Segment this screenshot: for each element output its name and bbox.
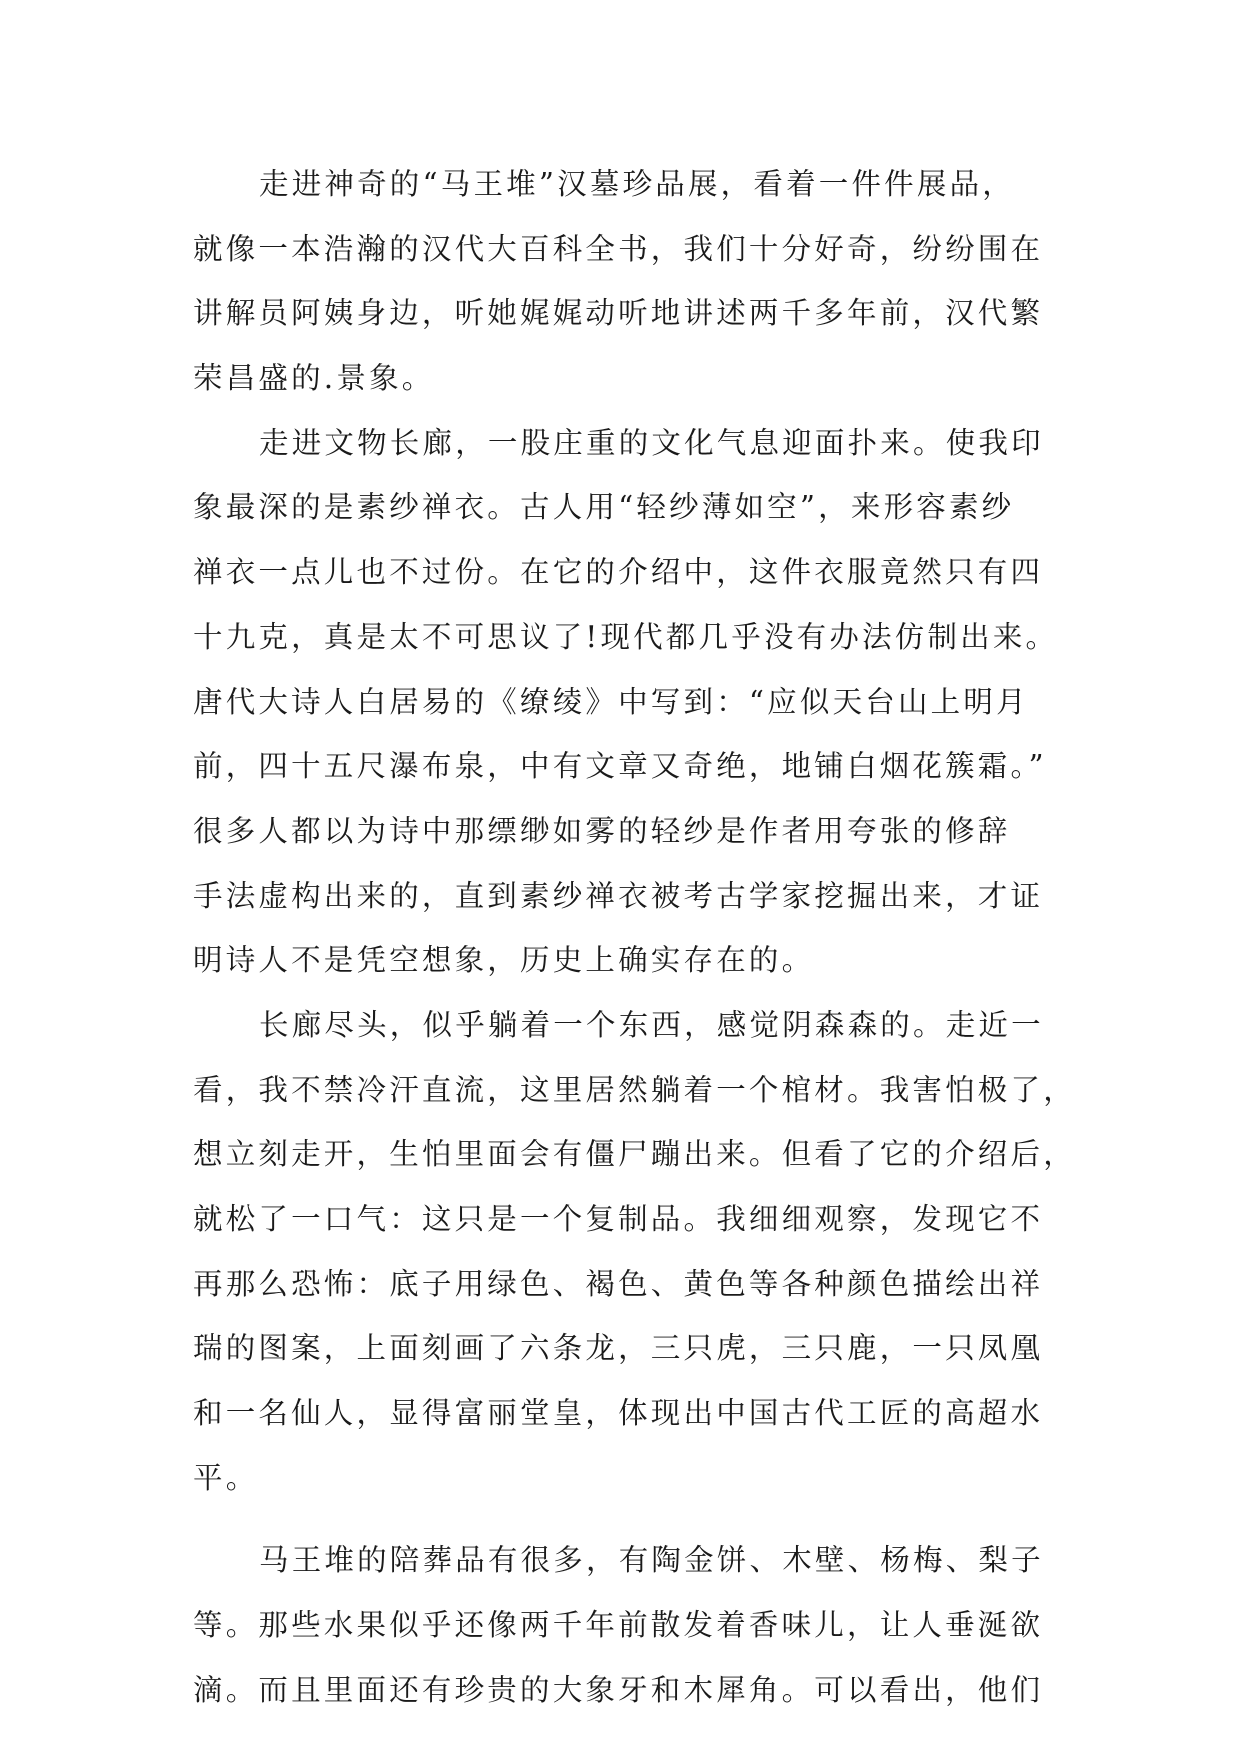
text-line: 和一名仙人，显得富丽堂皇，体现出中国古代工匠的高超水: [193, 1396, 1044, 1431]
paragraph-1: [193, 152, 1063, 411]
text-line: 等。那些水果似乎还像两千年前散发着香味儿，让人垂涎欲: [193, 1608, 1044, 1643]
text-line: 想立刻走开，生怕里面会有僵尸蹦出来。但看了它的介绍后，: [193, 1137, 1076, 1172]
paragraph-4: [193, 1528, 1063, 1722]
text-line: 平。: [193, 1460, 259, 1495]
text-line: 讲解员阿姨身边，听她娓娓动听地讲述两千多年前，汉代繁: [193, 296, 1044, 331]
text-line: 就像一本浩瀚的汉代大百科全书，我们十分好奇，纷纷围在: [193, 231, 1044, 266]
text-line: 走进文物长廊，一股庄重的文化气息迎面扑来。使我印: [259, 425, 1044, 460]
text-line: 十九克，真是太不可思议了!现代都几乎没有办法仿制出来。: [193, 619, 1059, 654]
text-line: 禅衣一点儿也不过份。在它的介绍中，这件衣服竟然只有四: [193, 555, 1044, 590]
text-line: 荣昌盛的.景象。: [193, 361, 435, 396]
text-line: 象最深的是素纱禅衣。古人用“轻纱薄如空”，来形容素纱: [193, 490, 1015, 525]
text-line: 再那么恐怖：底子用绿色、褐色、黄色等各种颜色描绘出祥: [193, 1266, 1044, 1301]
document-page: [193, 152, 1076, 1723]
paragraph-3: [193, 993, 1076, 1511]
text-line: 马王堆的陪葬品有很多，有陶金饼、木壁、杨梅、梨子: [259, 1543, 1044, 1578]
text-line: 滴。而且里面还有珍贵的大象牙和木犀角。可以看出，他们: [193, 1672, 1044, 1707]
paragraph-spacer: [193, 1510, 1063, 1528]
text-line: 瑞的图案，上面刻画了六条龙，三只虎，三只鹿，一只凤凰: [193, 1331, 1044, 1366]
text-line: 手法虚构出来的，直到素纱禅衣被考古学家挖掘出来，才证: [193, 878, 1044, 913]
text-line: 明诗人不是凭空想象，历史上确实存在的。: [193, 943, 815, 978]
text-line: 唐代大诗人白居易的《缭绫》中写到：“应似天台山上明月: [193, 684, 1029, 719]
text-line: 走进神奇的“马王堆”汉墓珍品展，看着一件件展品，: [259, 167, 1015, 201]
text-line: 很多人都以为诗中那缥缈如雾的轻纱是作者用夸张的修辞: [193, 813, 1011, 848]
text-line: 长廊尽头，似乎躺着一个东西，感觉阴森森的。走近一: [259, 1007, 1044, 1042]
text-line: 看，我不禁冷汗直流，这里居然躺着一个棺材。我害怕极了，: [193, 1072, 1076, 1107]
text-line: 前，四十五尺瀑布泉，中有文章又奇绝，地铺白烟花簇霜。”: [193, 749, 1047, 784]
text-line: 就松了一口气：这只是一个复制品。我细细观察，发现它不: [193, 1202, 1044, 1236]
paragraph-2: [193, 411, 1063, 993]
